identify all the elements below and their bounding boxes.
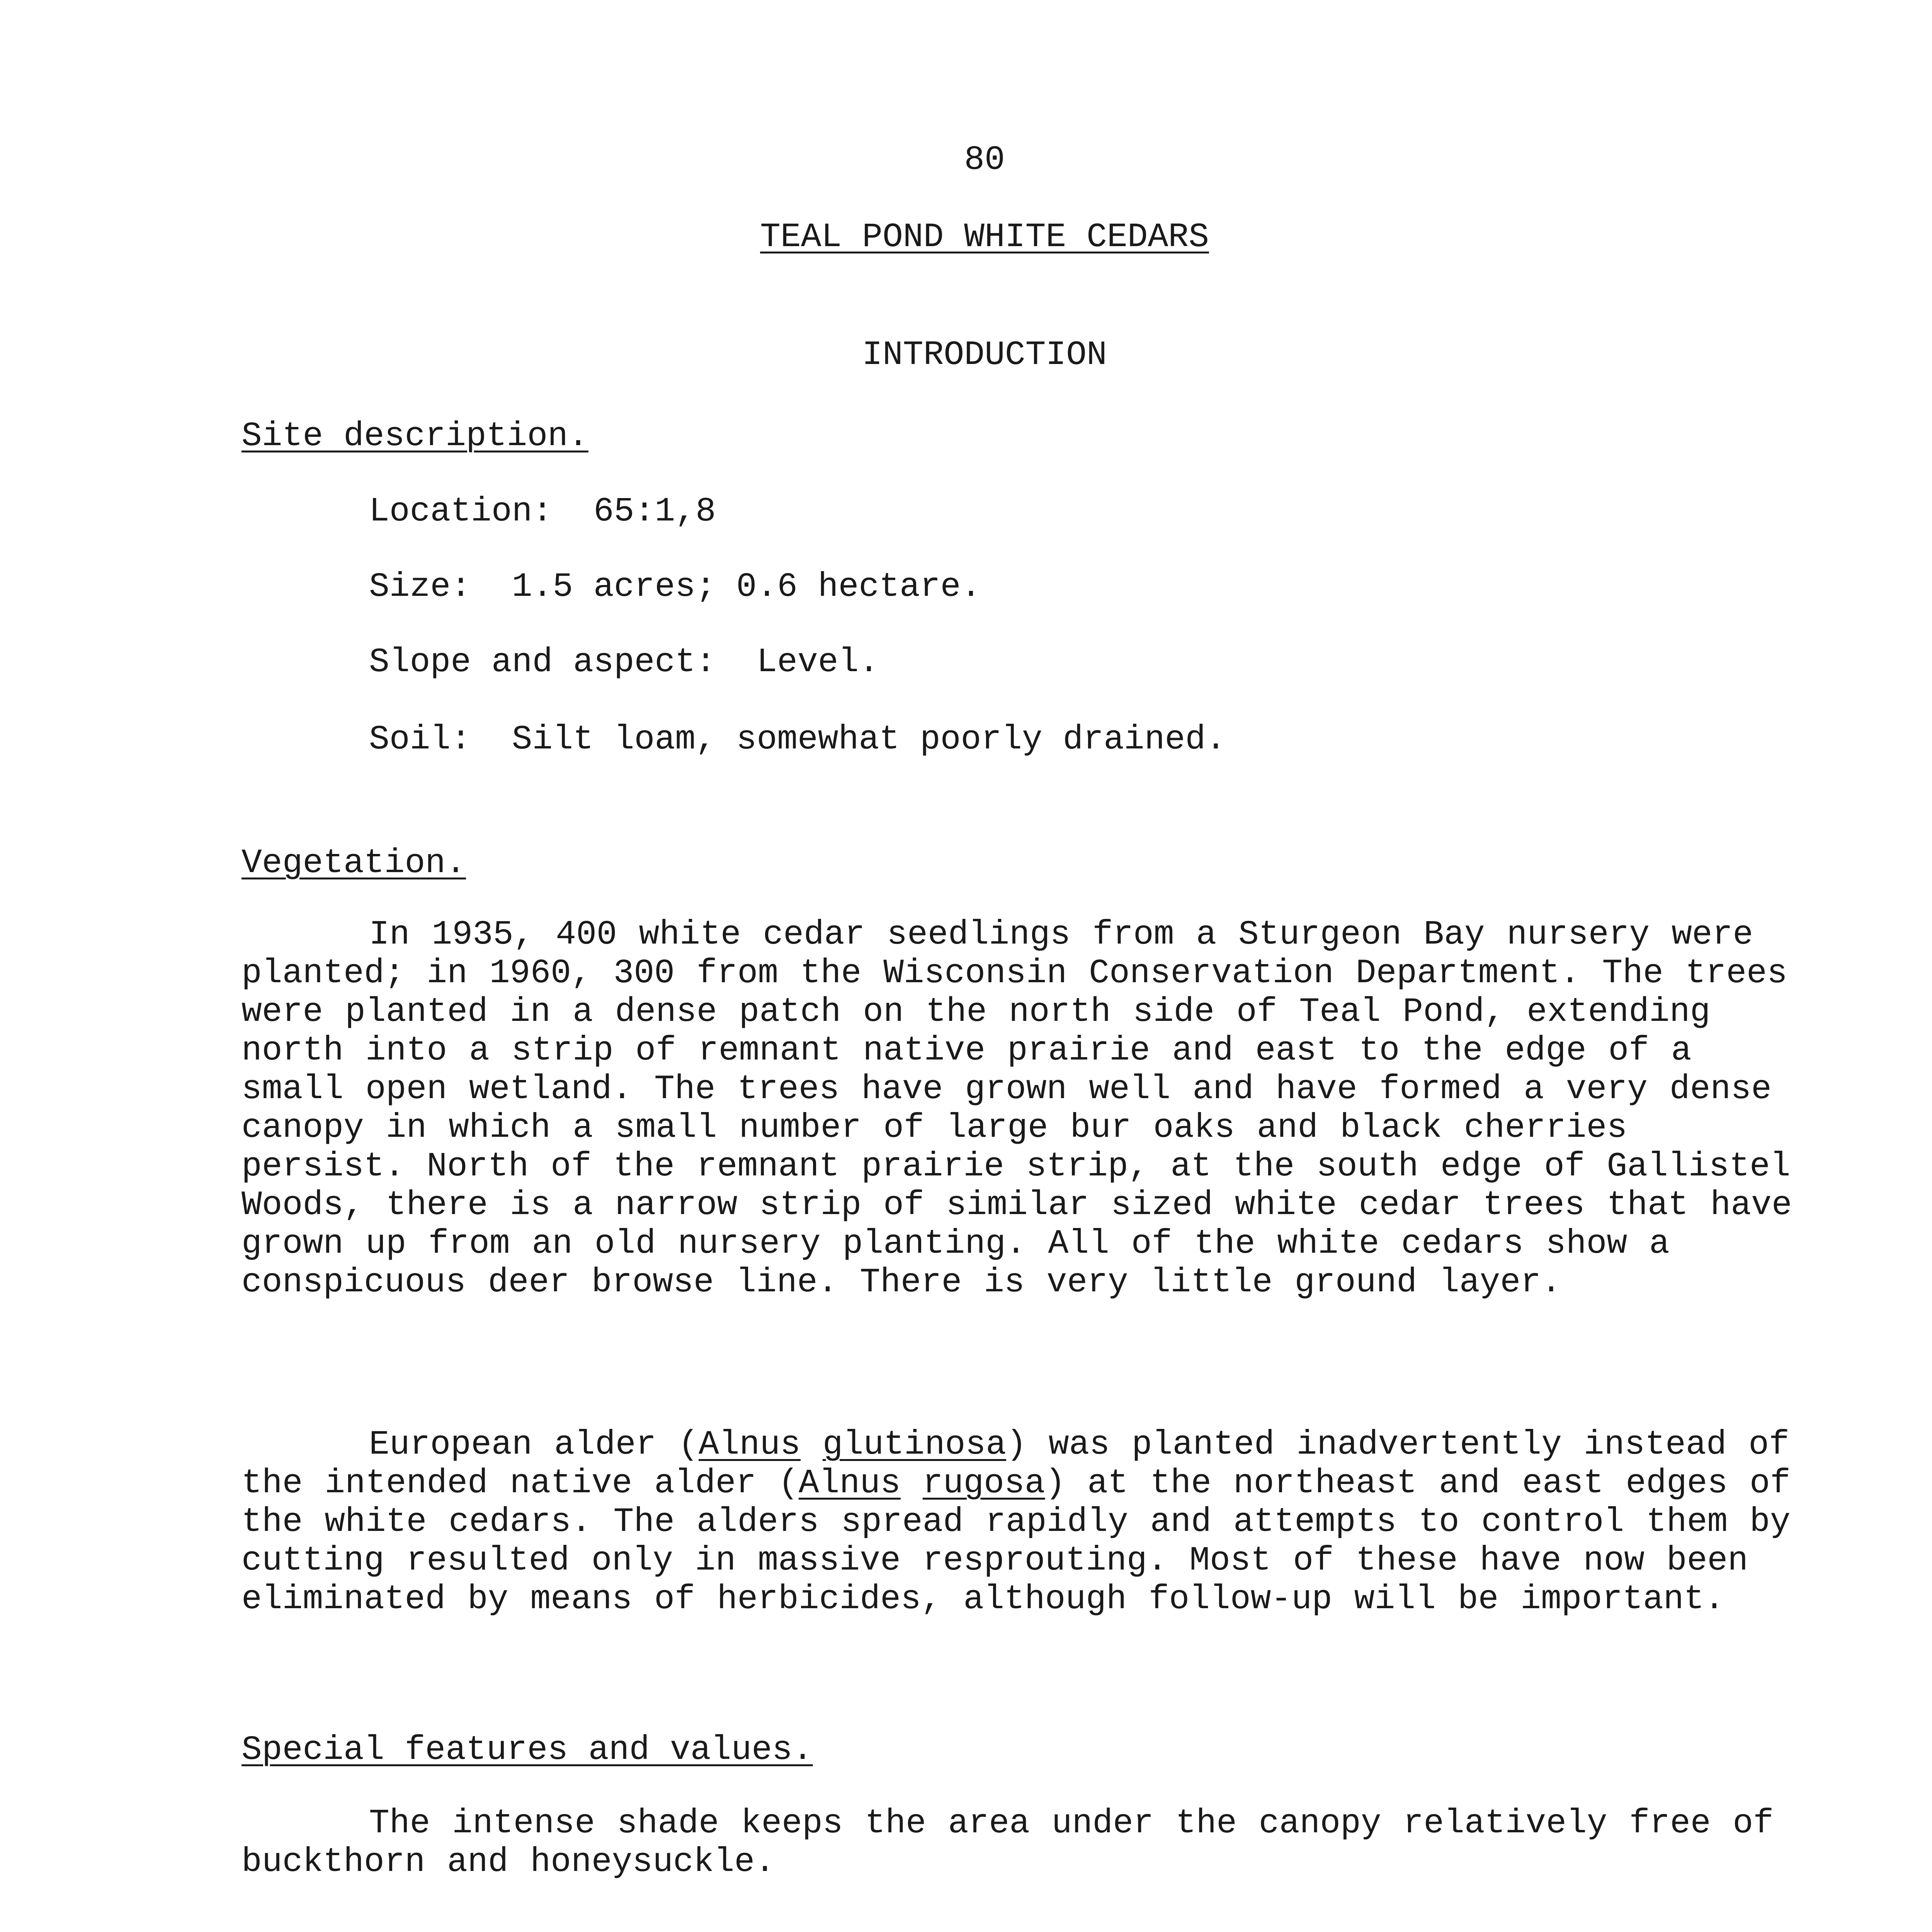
species-genus: Alnus: [698, 1426, 801, 1464]
page-number: 80: [964, 141, 1005, 179]
special-features-paragraph: The intense shade keeps the area under the canopy relatively free of buckthorn and honeysuckle.: [242, 1804, 1774, 1881]
site-location: Location: 65:1,8: [369, 493, 716, 531]
species-epithet: rugosa: [922, 1464, 1045, 1503]
paragraph-text: ) was planted inadvertently instead of the intended native alder (: [242, 1426, 1789, 1503]
vegetation-heading: Vegetation.: [242, 844, 466, 883]
site-description-heading: Site description.: [242, 417, 588, 456]
vegetation-paragraph-2: [242, 1426, 1810, 1619]
site-soil: Soil: Silt loam, somewhat poorly drained.: [369, 721, 1226, 759]
site-size: Size: 1.5 acres; 0.6 hectare.: [369, 568, 981, 606]
page-title: TEAL POND WHITE CEDARS: [760, 218, 1209, 257]
paragraph-text: ) at the northeast and east edges of the white cedars. The alders spread rapidly and attempts to control them by cutting resulted only in massive resprouting. Most of these have now been eliminated by means of herbicides, although follow-up will be important.: [242, 1464, 1791, 1619]
species-genus: Alnus: [798, 1464, 901, 1503]
introduction-heading: INTRODUCTION: [862, 336, 1107, 374]
vegetation-paragraph-1: In 1935, 400 white cedar seedlings from a Sturgeon Bay nursery were planted; in 1960, 300 from the Wisconsin Conservation Department. The trees were planted in a dense patch on the north side of Teal Pond, extending north into a strip of remnant native prairie and east to the edge of a small open wetland. The trees have grown well and have formed a very dense canopy in which a small number of large bur oaks and black cherries persist. North of the remnant prairie strip, at the south edge of Gallistel Woods, there is a narrow strip of similar sized white cedar trees that have grown up from an old nursery planting. All of the white cedars show a conspicuous deer browse line. There is very little ground layer.: [242, 916, 1792, 1302]
special-features-heading: Special features and values.: [242, 1731, 813, 1769]
paragraph-text: European alder (: [369, 1426, 699, 1464]
species-epithet: glutinosa: [822, 1426, 1007, 1464]
site-slope-aspect: Slope and aspect: Level.: [369, 643, 879, 682]
